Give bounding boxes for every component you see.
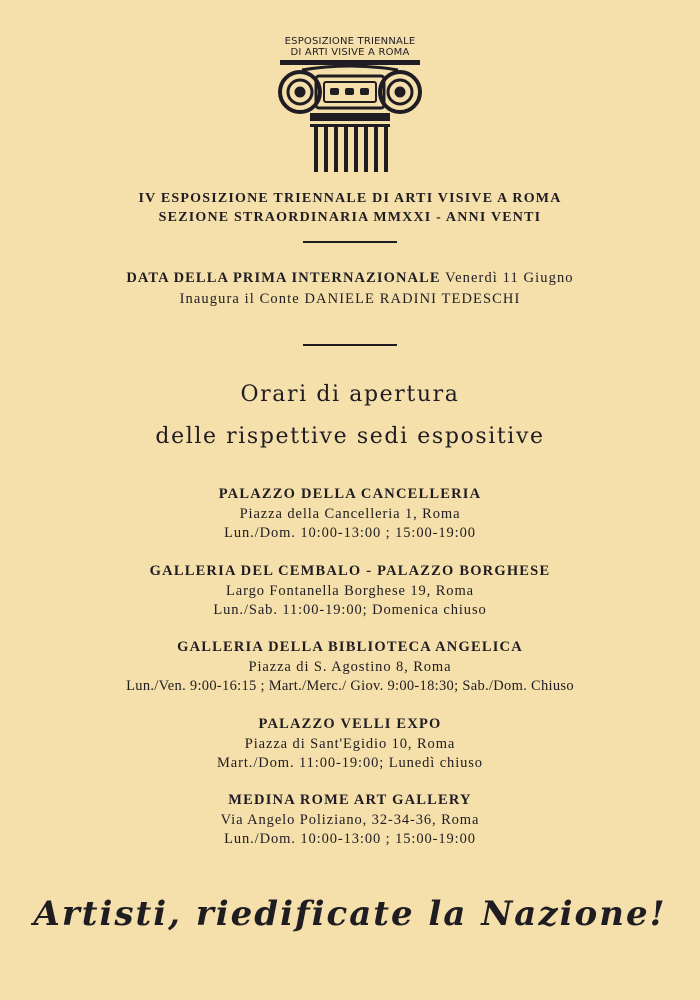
venue-4-name: MEDINA ROME ART GALLERY [228,792,472,808]
venue-3-hours: Mart./Dom. 11:00-19:00; Lunedì chiuso [217,755,483,771]
venue-4-address: Via Angelo Poliziano, 32-34-36, Roma [220,812,480,828]
exhibition-logo [270,34,430,174]
divider-2 [303,344,397,346]
motto: Artisti, riedificate la Nazione! [33,894,667,934]
opening-date-value: Venerdì 11 Giugno [445,270,574,286]
hours-title-line-1: Orari di apertura [240,382,460,407]
opening-date-label: DATA DELLA PRIMA INTERNAZIONALE [126,270,441,286]
venue-2-address: Piazza di S. Agostino 8, Roma [248,659,452,675]
venue-1-hours: Lun./Sab. 11:00-19:00; Domenica chiuso [213,602,487,618]
exhibition-title: IV ESPOSIZIONE TRIENNALE DI ARTI VISIVE A ROMA [138,191,562,206]
venue-1-name: GALLERIA DEL CEMBALO - PALAZZO BORGHESE [149,563,551,579]
inauguration-label: Inaugura il Conte [179,291,300,307]
logo-text-line-2: DI ARTI VISIVE A ROMA [290,47,410,58]
inauguration [0,291,700,308]
venue-2-name: GALLERIA DELLA BIBLIOTECA ANGELICA [177,639,523,655]
venue-3-address: Piazza di Sant'Egidio 10, Roma [244,736,456,752]
ionic-capital-icon [270,58,430,174]
venue-0-name: PALAZZO DELLA CANCELLERIA [218,486,482,502]
hours-title-line-2: delle rispettive sedi espositive [155,424,545,449]
venue-2-hours: Lun./Ven. 9:00-16:15 ; Mart./Merc./ Giov. 9:00-18:30; Sab./Dom. Chiuso [126,678,574,694]
venue-0-hours: Lun./Dom. 10:00-13:00 ; 15:00-19:00 [224,525,476,541]
venue-1-address: Largo Fontanella Borghese 19, Roma [226,583,474,599]
opening-date [0,270,700,287]
inauguration-name: DANIELE RADINI TEDESCHI [304,291,521,307]
logo-text-line-1: ESPOSIZIONE TRIENNALE [284,36,416,47]
exhibition-subtitle: SEZIONE STRAORDINARIA MMXXI - ANNI VENTI [158,210,542,225]
venue-0-address: Piazza della Cancelleria 1, Roma [239,506,461,522]
venue-3-name: PALAZZO VELLI EXPO [258,716,442,732]
venue-4-hours: Lun./Dom. 10:00-13:00 ; 15:00-19:00 [224,831,476,847]
divider-1 [303,241,397,243]
